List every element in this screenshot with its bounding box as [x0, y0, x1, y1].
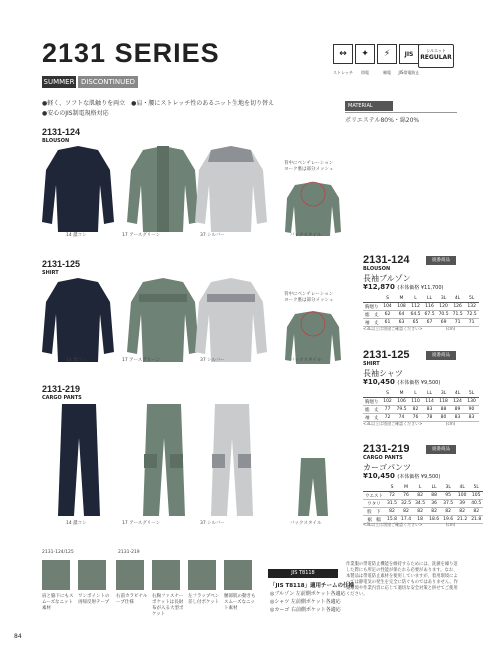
- spec-code: 2131-125: [363, 349, 410, 361]
- blouson-back: [285, 182, 341, 236]
- product-type: SHIRT: [42, 270, 59, 276]
- table-unit: (cm): [446, 326, 456, 331]
- spec-type: BLOUSON: [363, 266, 391, 272]
- detail-text: 左フラップペン差し付ポケット: [188, 594, 220, 605]
- product-type: CARGO PANTS: [42, 395, 82, 401]
- table-note: <3L以上は別途ご確認ください>: [363, 326, 423, 331]
- size-table: S M L LL 3L 4L 5L 胸廻り 102 106 110 114 118 124 130 総 丈 77 79.5 82 83 88 89 90 袖 丈 72 74 76 78 80 83 83: [363, 390, 479, 422]
- feature-note: 背中にベンチレーション ヨーク裏は部分メッシュ: [284, 292, 334, 303]
- spec-code: 2131-219: [363, 443, 410, 455]
- spec-name: カーゴパンツ: [363, 463, 411, 472]
- product-code: 2131-125: [42, 259, 81, 269]
- stretch-icon: ↔: [333, 44, 353, 64]
- color-caption: 17 アースグリーン: [122, 233, 161, 238]
- pants-navy: [58, 404, 100, 516]
- color-caption: 14 濃コン: [66, 521, 87, 526]
- table-note: <3L以上は別途ご確認ください>: [363, 421, 423, 426]
- detail-image: [224, 560, 252, 590]
- color-caption: 37 シルバー: [200, 521, 225, 526]
- material-text: ポリエステル80%・綿20%: [345, 117, 420, 124]
- color-caption: バックスタイル: [290, 233, 322, 238]
- color-caption: 17 アースグリーン: [122, 358, 161, 363]
- feature-line: ●軽く、ソフトな肌触りを両立 ●肩・腰にストレッチ性のあるニット生地を切り替え: [42, 100, 275, 107]
- pants-back: [298, 458, 328, 516]
- material-label: MATERIAL: [345, 101, 393, 111]
- detail-header: 2131-219: [118, 550, 140, 555]
- fit-badge: [418, 44, 454, 68]
- detail-image: [78, 560, 106, 590]
- feature-icons: [333, 44, 419, 64]
- discontinued-badge: 廃番商品: [426, 445, 456, 454]
- product-code: 2131-124: [42, 127, 81, 137]
- detail-header: 2131-124/125: [42, 550, 74, 555]
- divider: [345, 112, 457, 113]
- icon-label: 制電: [383, 70, 391, 75]
- detail-image: [42, 560, 70, 590]
- shirt-green: [127, 278, 199, 362]
- product-code: 2131-219: [42, 384, 81, 394]
- jis-label: JIS T8118: [268, 569, 338, 578]
- size-table: S M L LL 3L 4L 5L 胸廻り 104 108 112 116 120 126 132 総 丈 62 64 64.5 67.5 70.5 71.5 72.5 袖 丈 61 63 65 67 69 71 71: [365, 296, 477, 326]
- detail-image: [188, 560, 216, 590]
- fit-label: REGULAR: [420, 54, 452, 61]
- size-table: S M L LL 3L 4L 5L ウエスト 72 76 82 88 95 100 105 ワタリ 31.5 32.5 34.5 36 37.5 39 40.5 股 下 82 82 82 82 82 82 82 裾 幅 15.8 17.4 18 18.6 19.6 21.2 21.8: [365, 485, 482, 523]
- product-type: BLOUSON: [42, 138, 70, 144]
- page-number: 84: [14, 633, 22, 640]
- durable-icon: ✦: [355, 44, 375, 64]
- jis-line: ◎カーゴ 右前側ポケット各適応: [270, 607, 341, 613]
- detail-text: 肩と脇下にもスムーズなニット素材: [42, 594, 74, 611]
- pants-green: [143, 404, 185, 516]
- spec-code: 2131-124: [363, 254, 410, 266]
- color-caption: 14 濃コン: [66, 358, 87, 363]
- color-caption: バックスタイル: [290, 358, 322, 363]
- shirt-navy: [42, 278, 114, 362]
- blouson-green: [127, 146, 199, 232]
- shirt-images: [30, 274, 350, 370]
- icon-label: JIS帯電防止: [398, 70, 420, 75]
- jis-line: ◎ブルゾン 左前側ポケット各適応: [270, 591, 346, 597]
- spec-type: CARGO PANTS: [363, 455, 403, 461]
- jis-line: ◎シャツ 左前側ポケット各適応: [270, 599, 341, 605]
- table-note: <3L以上は別途ご確認ください>: [363, 522, 423, 527]
- detail-text: 腰部肌の動きもスムーズなニット素材: [224, 594, 256, 611]
- spec-type: SHIRT: [363, 361, 380, 367]
- footnote: 作業服の帯電防止機能を維持するためには、洗濯を繰り返した際にも所定の性能が保たれる必要があります。なお、本製品は帯電防止素材を使用していますが、着用環境によっては静電気の発生を完全に防ぐものではありません。作業環境や作業内容に応じて適切な安全対策と併せてご使用ください。: [346, 562, 458, 597]
- pants-images: [30, 398, 350, 522]
- color-caption: 14 濃コン: [66, 233, 87, 238]
- blouson-navy: [42, 146, 114, 232]
- color-caption: 37 シルバー: [200, 358, 225, 363]
- jis-icon: JIS: [399, 44, 419, 64]
- icon-label: ストレッチ: [333, 70, 353, 75]
- detail-image: [116, 560, 144, 590]
- feature-line: ●安心のJIS制電規格対応: [42, 110, 109, 117]
- color-caption: バックスタイル: [290, 521, 322, 526]
- detail-image: [152, 560, 180, 590]
- spec-name: 長袖ブルゾン: [363, 274, 411, 283]
- icon-label: 帯電: [361, 70, 369, 75]
- detail-text: ワンポイントの再帰反射テープ: [78, 594, 110, 605]
- spec-price: ¥10,450 (本体価格 ¥9,500): [363, 472, 441, 480]
- shirt-silver: [195, 278, 267, 362]
- esd-icon: ⚡: [377, 44, 397, 64]
- fit-small: シルエット: [426, 48, 446, 53]
- color-caption: 37 シルバー: [200, 233, 225, 238]
- detail-text: 右胸ファスナーポケットは長財布が入る大型ポケット: [152, 594, 184, 617]
- blouson-silver: [195, 146, 267, 232]
- pants-silver: [211, 404, 253, 516]
- spec-price: ¥12,870 (本体価格 ¥11,700): [363, 283, 444, 291]
- discontinued-badge: 廃番商品: [426, 351, 456, 360]
- jis-title: 「JIS T8118」適用チームの仕様: [270, 583, 355, 589]
- blouson-images: [30, 140, 350, 240]
- discontinued-tag: DISCONTINUED: [78, 76, 138, 88]
- season-tag: SUMMER: [43, 78, 75, 86]
- detail-text: 右前カラビナループ仕様: [116, 594, 148, 605]
- discontinued-badge: 廃番商品: [426, 256, 456, 265]
- table-unit: (cm): [446, 421, 456, 426]
- color-caption: 17 アースグリーン: [122, 521, 161, 526]
- page-title: 2131 SERIES: [42, 38, 220, 68]
- spec-name: 長袖シャツ: [363, 369, 403, 378]
- table-unit: (cm): [446, 522, 456, 527]
- feature-note: 背中にベンチレーション ヨーク裏は部分メッシュ: [284, 161, 334, 172]
- spec-price: ¥10,450 (本体価格 ¥9,500): [363, 378, 441, 386]
